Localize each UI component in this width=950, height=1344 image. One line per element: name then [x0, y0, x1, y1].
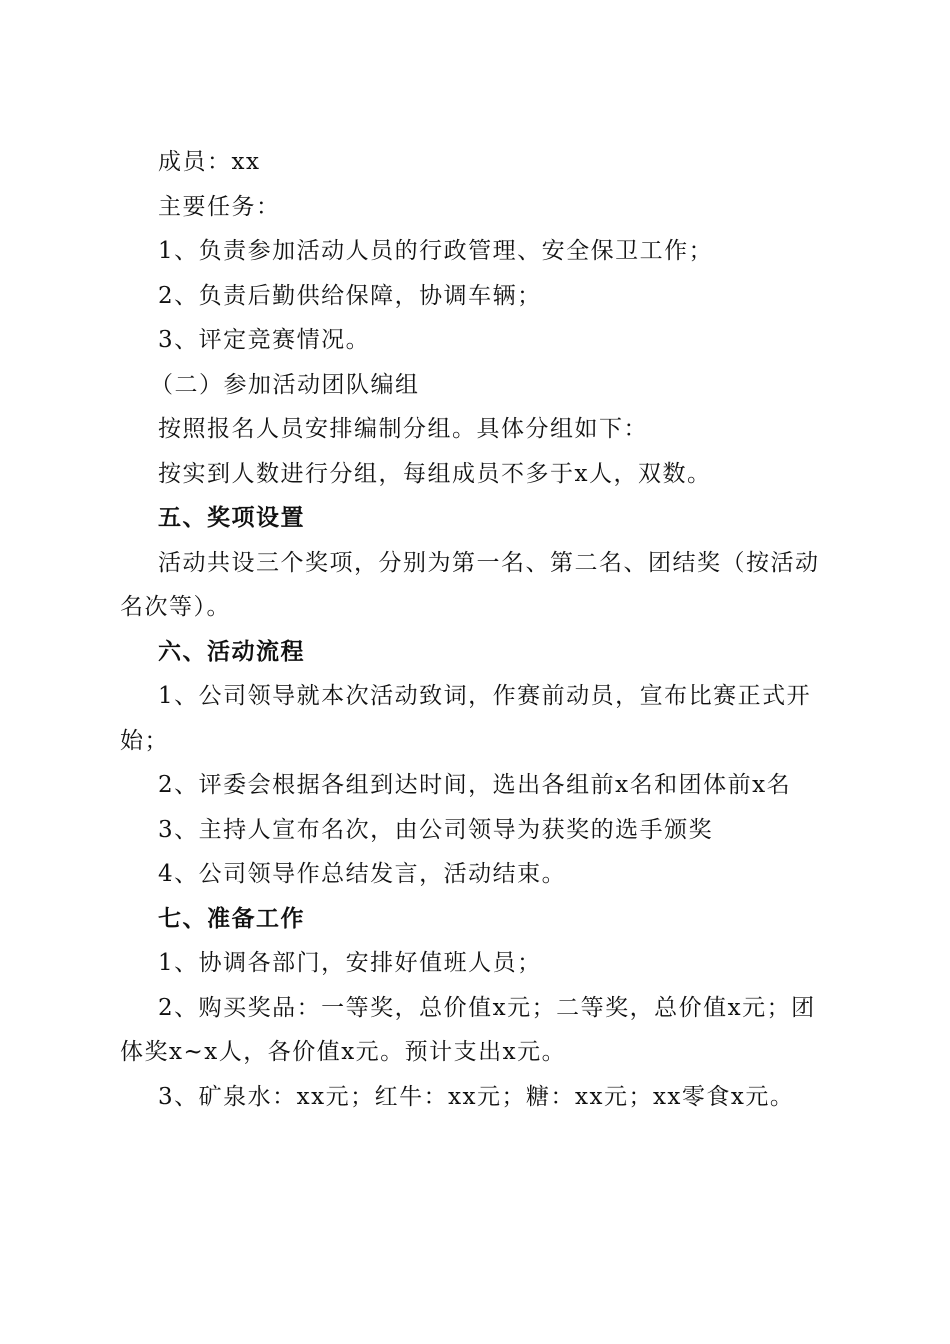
- members-line: 成员：xx: [158, 149, 261, 175]
- process-item-1: 1、公司领导就本次活动致词，作赛前动员，宣布比赛正式开始；: [120, 683, 812, 754]
- grouping-paragraph: 按照报名人员安排编制分组。具体分组如下：: [158, 416, 648, 442]
- team-grouping-subheading: （二）参加活动团队编组: [150, 371, 420, 398]
- process-item-3: 3、主持人宣布名次，由公司领导为获奖的选手颁奖: [158, 816, 714, 843]
- task-item-3: 3、评定竞赛情况。: [158, 327, 371, 353]
- preparation-item-3: 3、矿泉水：xx元；红牛：xx元；糖：xx元；xx零食x元。: [158, 1083, 795, 1110]
- task-item-2: 2、负责后勤供给保障，协调车辆；: [158, 282, 542, 309]
- section-heading-process: 六、活动流程: [158, 638, 305, 665]
- section-heading-preparation: 七、准备工作: [158, 905, 305, 932]
- task-item-1: 1、负责参加活动人员的行政管理、安全保卫工作；: [158, 238, 714, 264]
- preparation-item-2: 2、购买奖品：一等奖，总价值x元；二等奖，总价值x元；团体奖x~x人，各价值x元。预计支出x元。: [120, 994, 816, 1065]
- process-item-4: 4、公司领导作总结发言，活动结束。: [158, 861, 567, 887]
- main-tasks-label: 主要任务：: [158, 193, 281, 220]
- section-heading-awards: 五、奖项设置: [158, 505, 305, 531]
- process-item-2: 2、评委会根据各组到达时间，选出各组前x名和团体前x名: [158, 772, 792, 798]
- awards-paragraph: 活动共设三个奖项，分别为第一名、第二名、团结奖（按活动名次等）。: [120, 549, 820, 620]
- preparation-item-1: 1、协调各部门，安排好值班人员；: [158, 950, 542, 976]
- document-body: [120, 140, 830, 1119]
- grouping-rule-paragraph: 按实到人数进行分组，每组成员不多于x人，双数。: [158, 460, 712, 487]
